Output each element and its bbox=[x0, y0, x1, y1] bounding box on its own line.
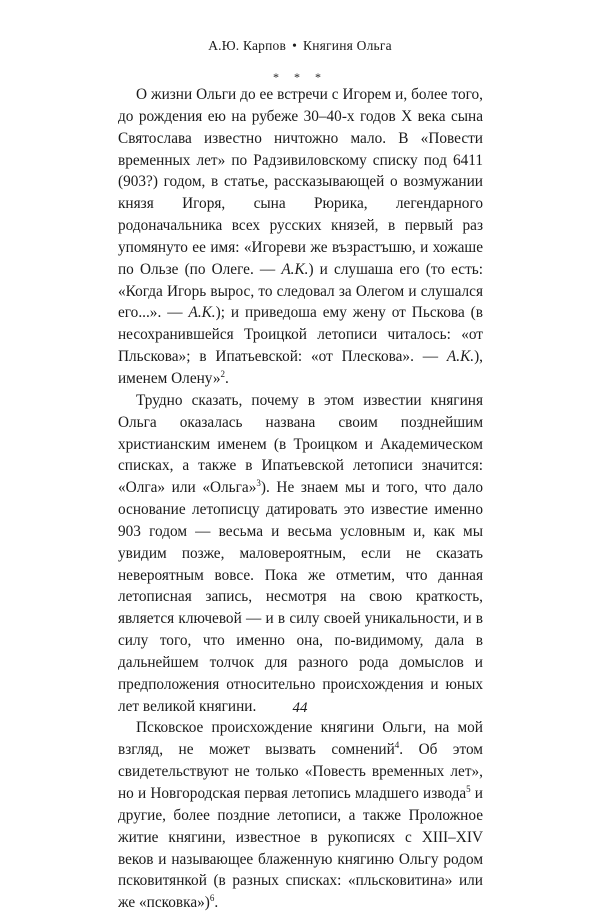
text-run: Псковское происхождение княгини Ольги, на мой взгляд, не может вызвать сомнений bbox=[118, 719, 483, 759]
text-run: ) и слушаша его (то есть: «Когда Игорь вырос, то следовал за Олегом и слушался его...». — bbox=[118, 260, 483, 322]
footnote-ref: 6 bbox=[209, 893, 215, 904]
footnote-ref: 4 bbox=[394, 740, 400, 751]
text-run: ); и приведоша ему жену от Пьскова (в несохранившейся Троицкой летописи читалось: «от Пльскова»; в Ипатьевской: «от Плескова». — bbox=[118, 304, 483, 366]
header-title: Княгиня Ольга bbox=[303, 38, 392, 53]
text-run: Трудно сказать, почему в этом известии княгиня Ольга оказалась названа своим позднейшим христианским именем (в Троицком и Академическом списках, а также в Ипатьевской летописи значится: «Олга» или «Ольга» bbox=[118, 391, 483, 497]
text-run: . bbox=[214, 894, 219, 912]
author-initials: А.К. bbox=[188, 304, 216, 322]
section-break: * * * bbox=[273, 70, 327, 84]
running-head bbox=[0, 38, 600, 54]
page-number: 44 bbox=[292, 700, 308, 716]
body-text bbox=[118, 84, 483, 914]
paragraph bbox=[118, 390, 483, 718]
footnote-ref: 3 bbox=[256, 478, 261, 489]
text-run: О жизни Ольги до ее встречи с Игорем и, более того, до рождения ею на рубеже 30–40-х годов X века сына Святослава известно ничтожно мало. В «Повести временных лет» по Радзивиловскому списку под 6411 (903?) годом, в статье, рассказывающей о возмужании князя Игоря, сына Рюрика, легендарного родоначальника всех русских князей, в первый раз упомянуто ее имя: «Игореви же възрастъшю, и хожаше по Ользе (по Олеге. — bbox=[118, 86, 483, 278]
header-separator: • bbox=[292, 38, 298, 53]
paragraph bbox=[118, 84, 483, 390]
footnote-ref: 2 bbox=[220, 368, 225, 379]
text-run: ), именем Олену» bbox=[118, 348, 483, 387]
text-run: . bbox=[224, 369, 229, 387]
text-run: . Об этом свидетельствуют не только «Повесть временных лет», но и Новгородская первая летопись младшего извода bbox=[118, 741, 483, 802]
author-initials: А.К. bbox=[281, 260, 309, 278]
text-run: ). Не знаем мы и того, что дало основание летописцу датировать это известие именно 903 годом — весьма и весьма условным и, как мы увидим позже, маловероятным, если не сказать невероятным вовсе. Пока же отметим, что данная летописная запись, несмотря на свою краткость, является ключевой — и в силу своей уникальности, и в силу того, что именно она, по-видимому, дала в дальнейшем толчок для разного рода домыслов и предположения относительно происхождения и юных лет великой княгини. bbox=[118, 479, 483, 715]
footnote-ref: 5 bbox=[466, 784, 471, 794]
header-author: А.Ю. Карпов bbox=[208, 38, 287, 53]
text-run: и другие, более поздние летописи, а также Проложное житие княгини, известное в рукописях с XIII–XIV веков и называющее блаженную княгиню Ольгу родом псковитянкой (в разных списках: «пльсковитина» или же «псковка») bbox=[118, 785, 483, 912]
paragraph bbox=[118, 717, 483, 914]
author-initials: А.К. bbox=[446, 348, 475, 366]
